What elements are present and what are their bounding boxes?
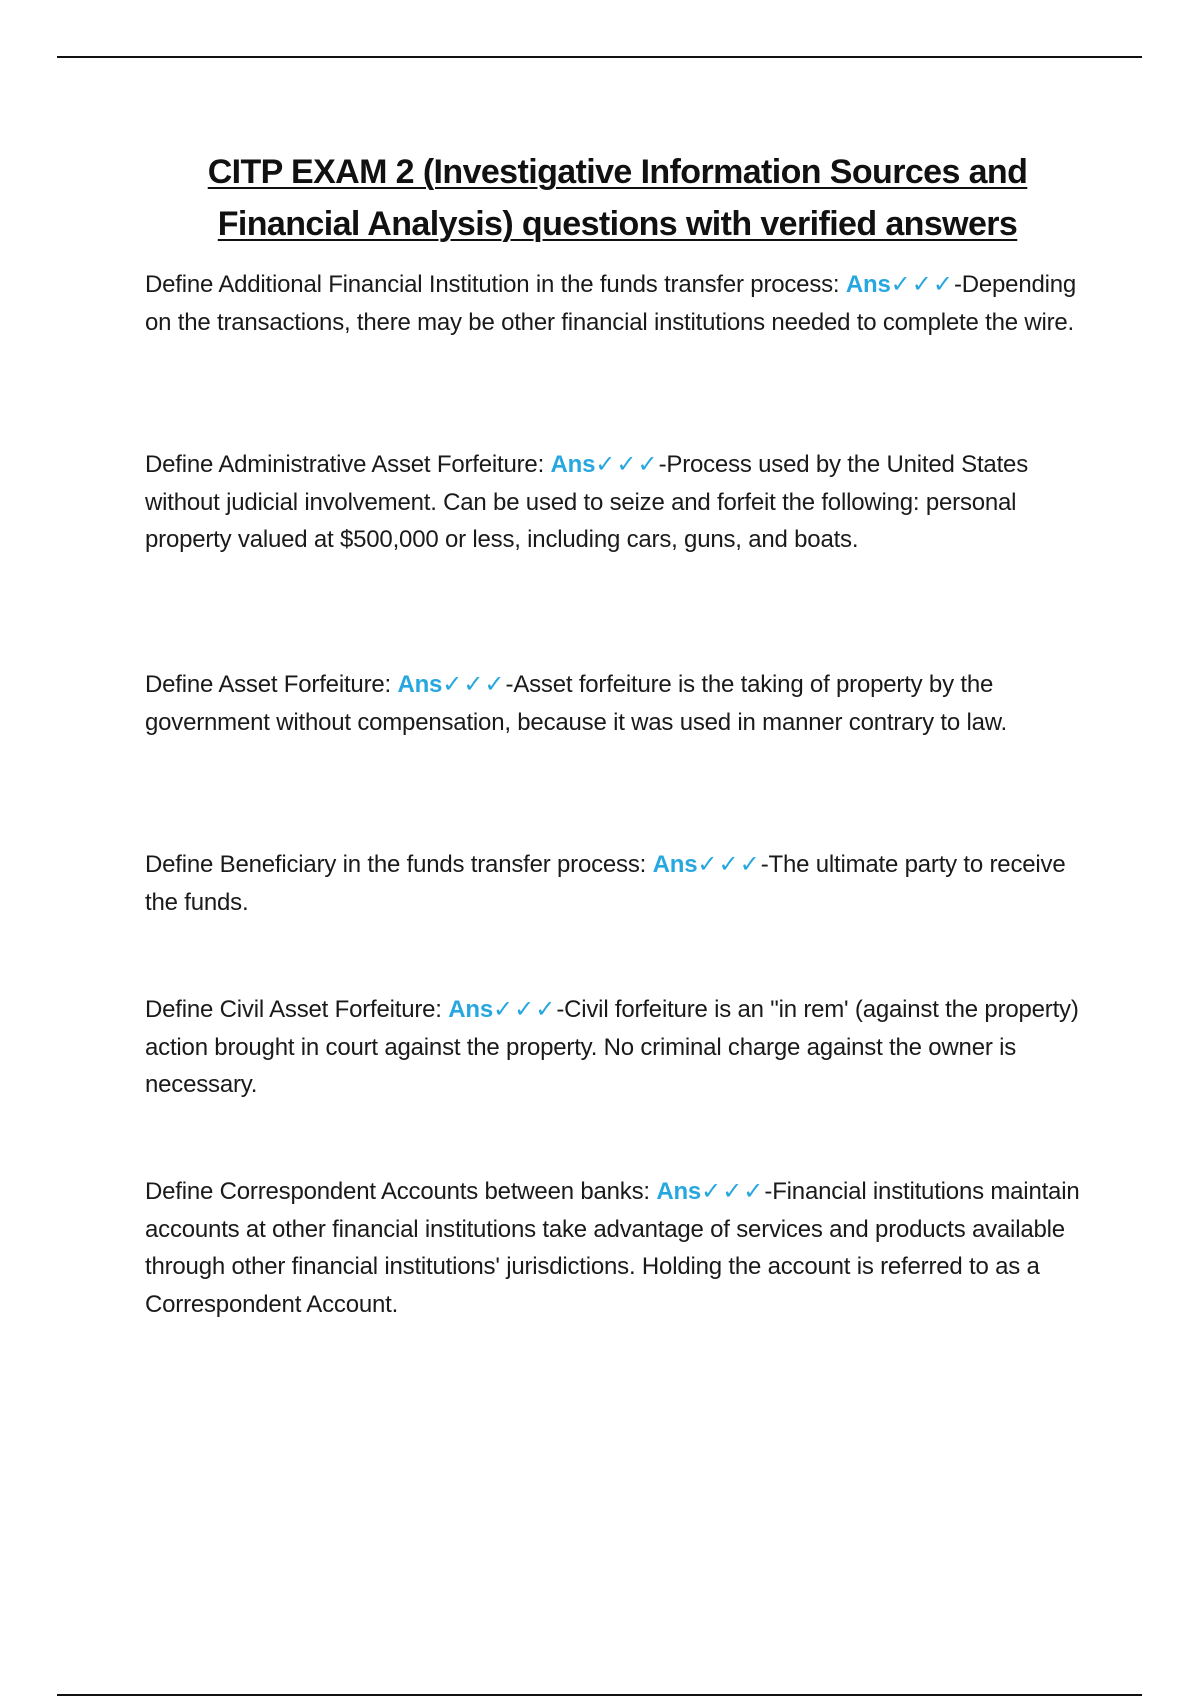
answer-text: -The ultimate party to receive the funds. [145, 851, 1066, 916]
answer-label: Ans [550, 451, 596, 478]
question-text: Define Additional Financial Institution in the funds transfer process: [145, 271, 846, 298]
question-text: Define Civil Asset Forfeiture: [145, 996, 449, 1023]
answer-label: Ans [845, 271, 891, 298]
answer-text: -Financial institutions maintain accounts at other financial institutions take advantage of services and products available through other financial institutions' jurisdictions. Holding the account is referred to as a Correspondent Account. [145, 1178, 1080, 1318]
title-line-1: CITP EXAM 2 (Investigative Information Sources and [207, 153, 1028, 191]
answer-text: -Process used by the United States without judicial involvement. Can be used to seize and forfeit the following: personal property valued at $500,000 or less, including cars, guns, and boats. [145, 451, 1028, 553]
question-text: Define Asset Forfeiture: [145, 671, 398, 698]
qa-item [145, 266, 1090, 341]
top-rule [57, 56, 1142, 58]
qa-item [145, 666, 1090, 741]
check-marks: ✓✓✓ [595, 451, 659, 478]
check-marks: ✓✓✓ [697, 851, 761, 878]
answer-label: Ans [448, 996, 493, 1023]
qa-item [145, 446, 1090, 559]
answer-text: -Depending on the transactions, there may be other financial institutions needed to complete the wire. [145, 271, 1077, 336]
answer-label: Ans [652, 851, 698, 878]
question-text: Define Administrative Asset Forfeiture: [145, 451, 551, 478]
answer-text: -Civil forfeiture is an "in rem' (against the property) action brought in court against the property. No criminal charge against the owner is necessary. [145, 996, 1079, 1098]
qa-item [145, 1173, 1090, 1323]
check-marks: ✓✓✓ [890, 271, 954, 298]
qa-item [145, 991, 1090, 1104]
question-text: Define Beneficiary in the funds transfer process: [145, 851, 653, 878]
question-text: Define Correspondent Accounts between banks: [145, 1178, 657, 1205]
document-title [145, 146, 1090, 250]
qa-item [145, 846, 1090, 921]
title-line-2: Financial Analysis) questions with verified answers [217, 205, 1018, 243]
check-marks: ✓✓✓ [442, 671, 506, 698]
check-marks: ✓✓✓ [701, 1178, 765, 1205]
answer-label: Ans [656, 1178, 702, 1205]
answer-text: -Asset forfeiture is the taking of property by the government without compensation, because it was used in manner contrary to law. [145, 671, 1008, 736]
bottom-rule [57, 1694, 1142, 1696]
answer-label: Ans [397, 671, 443, 698]
check-marks: ✓✓✓ [493, 996, 557, 1023]
